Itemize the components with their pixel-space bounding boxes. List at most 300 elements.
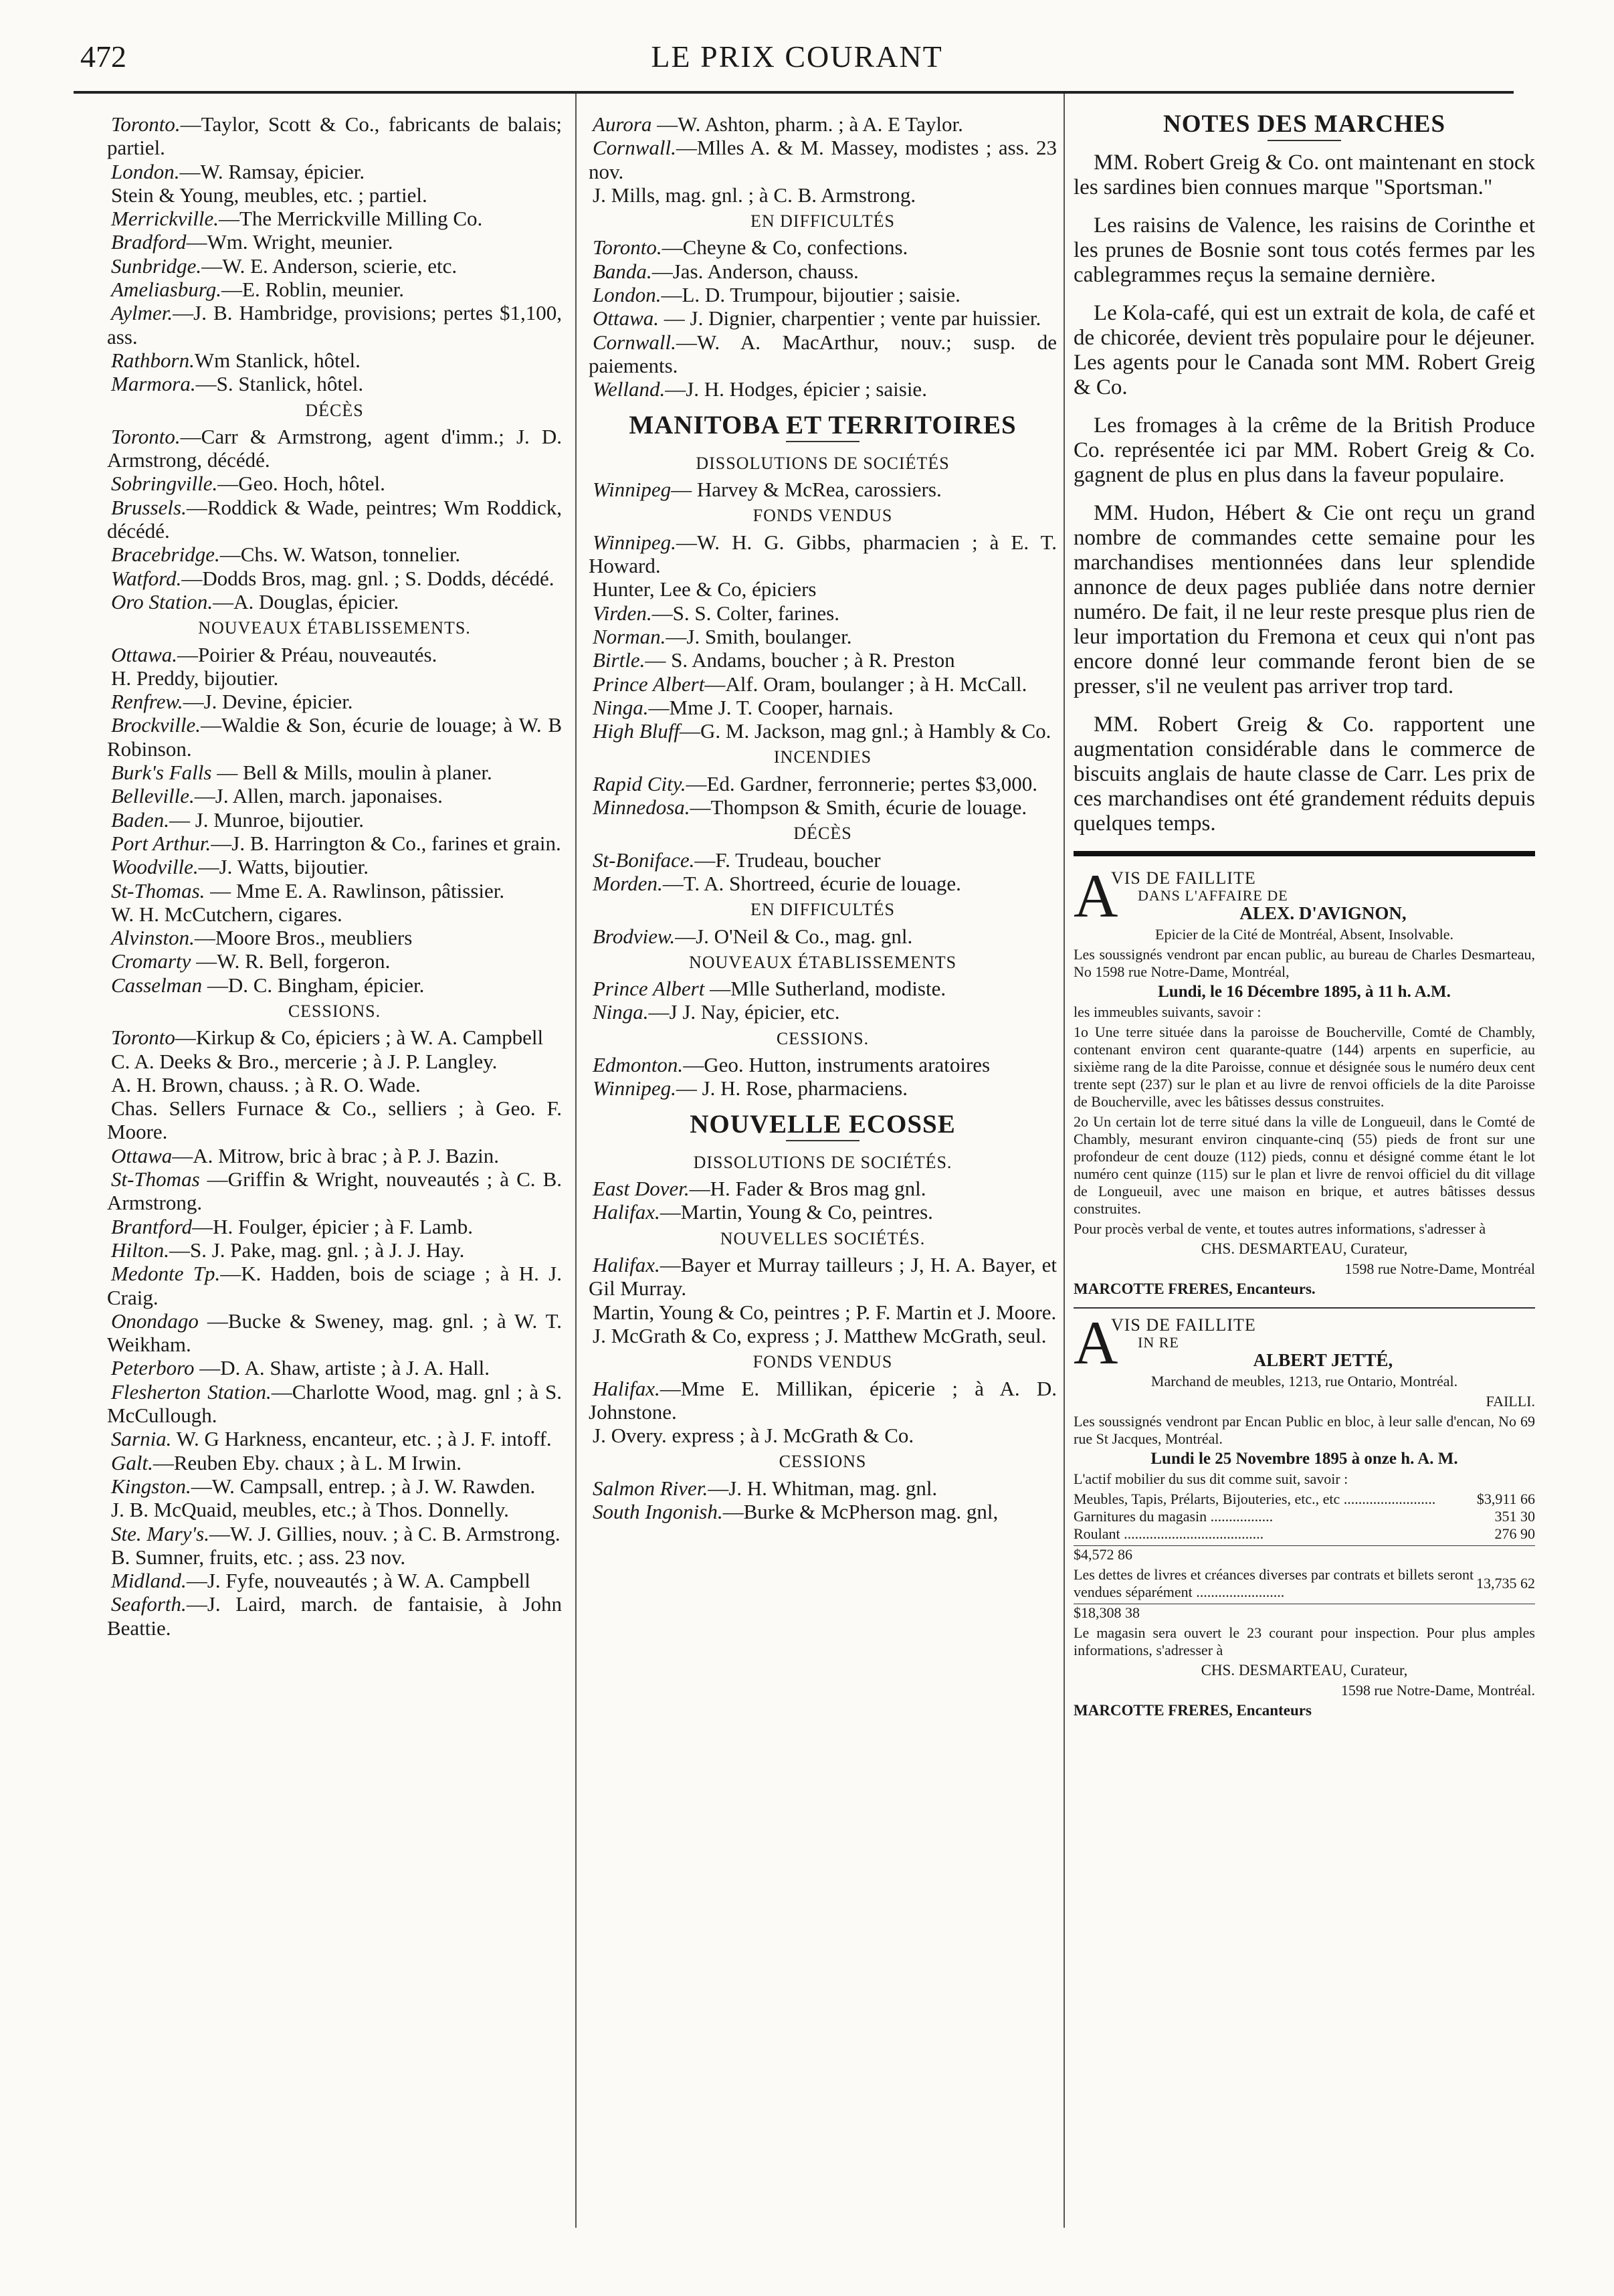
header-rule: [74, 91, 1514, 94]
listing-entry: [589, 1000, 1057, 1024]
notes-paragraph: MM. Robert Greig & Co. ont maintenant en stock les sardines bien connues marque "Sportsman.": [1074, 151, 1535, 200]
listing-entry: [589, 112, 1057, 136]
listing-city: Medonte Tp.: [111, 1262, 221, 1286]
listing-text: —J. H. Whitman, mag. gnl.: [708, 1476, 938, 1500]
listing-entry: [107, 160, 562, 183]
listing-entry: [107, 832, 562, 855]
listing-city: Casselman: [111, 973, 203, 997]
listing-entry: [107, 1026, 562, 1049]
listing-entry: [107, 643, 562, 666]
listing-text: — Bell & Mills, moulin à planer.: [211, 761, 492, 785]
listing-city: Toronto.: [111, 424, 181, 448]
listing-city: Galt.: [111, 1450, 153, 1474]
listing-entry: [589, 377, 1057, 401]
listing-text: —H. Foulger, épicier ; à F. Lamb.: [192, 1214, 473, 1238]
section-subheading: DÉCÈS: [793, 824, 852, 844]
listing-entry: [589, 772, 1057, 795]
listing-entry: [107, 666, 562, 690]
notice-title: VIS DE FAILLITE: [1111, 868, 1256, 888]
listing-text: — S. Andams, boucher ; à R. Preston: [645, 648, 955, 672]
listing-text: —J. Fyfe, nouveautés ; à W. A. Campbell: [186, 1569, 530, 1593]
listing-text: —A. Douglas, épicier.: [213, 589, 399, 613]
listing-entry: [589, 1377, 1057, 1424]
debtor-description: Epicier de la Cité de Montréal, Absent, Insolvable.: [1155, 926, 1453, 943]
listing-text: —J. Allen, march. japonaises.: [194, 784, 443, 808]
listing-entry: [589, 1500, 1057, 1523]
listing-city: Aurora: [593, 112, 652, 136]
listing-entry: [107, 1096, 562, 1144]
publication-title: LE PRIX COURANT: [651, 39, 943, 74]
listing-text: —Moore Bros., meubliers: [194, 926, 413, 950]
listing-text: —W. Campsall, entrep. ; à J. W. Rawden.: [191, 1474, 536, 1498]
section-subheading: DÉCÈS: [305, 400, 364, 420]
listing-text: —Geo. Hoch, hôtel.: [217, 472, 385, 496]
listing-city: Bradford: [111, 230, 187, 254]
property-item: 2o Un certain lot de terre situé dans la ville de Longueuil, dans le Comté de Chambly, mesurant environ cinquante-cinq (55) pieds de front sur une profondeur de cent douze (112) pieds, connu et désigné comme étant le lot numéro cent quinze (115) sur le plan et livre de renvoi officiel du dit village de Longueuil, avec une maison en brique, et autres bâtisses dessus construites.: [1074, 1113, 1535, 1218]
listing-entry: [107, 1073, 562, 1096]
listing-text: —Roddick & Wade, peintres; Wm Roddick, décédé.: [107, 495, 562, 543]
listing-entry: [107, 183, 562, 207]
listing-city: Peterboro: [111, 1356, 195, 1380]
listing-entry: [107, 1569, 562, 1592]
listing-city: Prince Albert: [593, 977, 705, 1001]
listing-text: Wm Stanlick, hôtel.: [194, 348, 361, 372]
listing-city: Brockville.: [111, 713, 201, 737]
listing-entry: [589, 1424, 1057, 1447]
listing-text: B. Sumner, fruits, etc. ; ass. 23 nov.: [111, 1545, 406, 1569]
listing-text: —G. M. Jackson, mag gnl.; à Hambly & Co.: [680, 719, 1051, 743]
listing-entry: [107, 926, 562, 949]
listing-entry: [589, 1200, 1057, 1224]
listing-entry: [107, 207, 562, 230]
listing-city: Winnipeg.: [593, 530, 676, 554]
listing-entry: [107, 855, 562, 878]
listing-text: —S. J. Pake, mag. gnl. ; à J. J. Hay.: [169, 1238, 465, 1262]
listing-text: —Kirkup & Co, épiciers ; à W. A. Campbell: [175, 1026, 544, 1050]
listing-city: Woodville.: [111, 855, 199, 879]
listing-entry: [589, 648, 1057, 672]
listing-city: Cromarty: [111, 949, 191, 973]
listing-text: —J. Laird, march. de fantaisie, à John Beattie.: [107, 1592, 562, 1640]
curator-name: CHS. DESMARTEAU, Curateur,: [1201, 1240, 1408, 1258]
asset-amount: $3,911 66: [1476, 1491, 1535, 1508]
listing-text: —D. C. Bingham, épicier.: [202, 973, 425, 997]
listing-text: W. H. McCutchern, cigares.: [111, 902, 342, 926]
listing-text: J. Mills, mag. gnl. ; à C. B. Armstrong.: [593, 183, 916, 207]
notes-paragraph: Le Kola-café, qui est un extrait de kola, de café et de chicorée, devient très populaire pour le déjeuner. Les agents pour le Canada sont MM. Robert Greig & Co.: [1074, 301, 1535, 400]
section-subheading: EN DIFFICULTÉS: [750, 211, 895, 231]
listing-entry: [107, 1545, 562, 1569]
listing-city: Prince Albert: [593, 672, 705, 696]
listing-text: Stein & Young, meubles, etc. ; partiel.: [111, 183, 427, 207]
listing-entry: [107, 808, 562, 832]
listing-city: Banda.: [593, 259, 652, 283]
listing-entry: [107, 590, 562, 613]
listing-text: — J. Munroe, bijoutier.: [169, 807, 364, 832]
listing-city: Salmon River.: [593, 1476, 708, 1500]
listing-text: —Mme E. Millikan, épicerie ; à A. D. Johnstone.: [589, 1376, 1057, 1424]
listing-entry: [107, 543, 562, 566]
listing-entry: [107, 1215, 562, 1238]
bankruptcy-notice-jette: [1074, 1309, 1535, 1719]
listing-text: —Griffin & Wright, nouveautés ; à C. B. Armstrong.: [107, 1167, 562, 1215]
section-subheading: DISSOLUTIONS DE SOCIÉTÉS: [696, 453, 950, 473]
section-subheading: NOUVELLES SOCIÉTÉS.: [720, 1228, 926, 1248]
table-row: [1074, 1566, 1535, 1601]
listing-text: H. Preddy, bijoutier.: [111, 666, 279, 690]
column-notes-and-notices: [1074, 112, 1535, 1722]
listing-text: —Ed. Gardner, ferronnerie; pertes $3,000.: [686, 771, 1038, 795]
section-subheading: CESSIONS.: [288, 1001, 381, 1021]
listing-entry: [107, 1262, 562, 1309]
listing-entry: [589, 872, 1057, 895]
listing-city: Edmonton.: [593, 1052, 684, 1076]
listing-text: —J. B. Harrington & Co., farines et grain.: [211, 831, 561, 855]
listing-text: —J. Watts, bijoutier.: [198, 855, 369, 879]
notice-subheading: L'actif mobilier du sus dit comme suit, savoir :: [1074, 1470, 1348, 1488]
listing-city: Welland.: [593, 377, 666, 401]
listing-entry: [107, 1238, 562, 1262]
listing-city: Hilton.: [111, 1238, 169, 1262]
listing-entry: [589, 577, 1057, 601]
listing-text: —W. H. G. Gibbs, pharmacien ; à E. T. Howard.: [589, 530, 1057, 578]
listing-entry: [589, 719, 1057, 743]
section-subheading: FONDS VENDUS: [752, 1352, 893, 1372]
listing-text: —Taylor, Scott & Co., fabricants de balais; partiel.: [107, 112, 562, 160]
table-row: [1074, 1491, 1535, 1508]
listing-entry: [589, 330, 1057, 378]
notice-title: VIS DE FAILLITE: [1111, 1315, 1256, 1335]
listing-text: —Bayer et Murray tailleurs ; J, H. A. Bayer, et Gil Murray.: [589, 1253, 1057, 1301]
listing-city: Birtle.: [593, 648, 645, 672]
notice-outro: Pour procès verbal de vente, et toutes autres informations, s'adresser à: [1074, 1220, 1486, 1238]
asset-table: [1074, 1491, 1535, 1543]
listing-entry: [107, 112, 562, 160]
page-header: [80, 39, 1514, 79]
listing-entry: [589, 183, 1057, 207]
sale-date: Lundi, le 16 Décembre 1895, à 11 h. A.M.: [1158, 983, 1451, 1001]
listing-text: —Alf. Oram, boulanger ; à H. McCall.: [704, 672, 1027, 696]
listing-city: Ameliasburg.: [111, 278, 222, 302]
listing-entry: [107, 278, 562, 301]
listing-entry: [589, 795, 1057, 819]
section-subheading: NOUVEAUX ÉTABLISSEMENTS: [688, 952, 957, 972]
notes-paragraph: MM. Robert Greig & Co. rapportent une augmentation considérable dans le commerce de biscuits anglais de haute classe de Carr. Les prix de ces marchandises ont été grandement réduits depuis quelques temps.: [1074, 712, 1535, 836]
listing-text: —S. S. Colter, farines.: [651, 601, 839, 625]
notice-outro: Le magasin sera ouvert le 23 courant pour inspection. Pour plus amples informations, s'adresser à: [1074, 1624, 1535, 1659]
listing-entry: [589, 1324, 1057, 1347]
drop-cap: A: [1074, 862, 1118, 931]
notice-subtitle: IN RE: [1138, 1334, 1179, 1351]
listing-text: —Wm. Wright, meunier.: [186, 230, 393, 254]
listing-city: Ninga.: [593, 695, 649, 719]
column-provincial-listings: [589, 112, 1057, 1523]
listing-city: Ottawa.: [111, 642, 178, 666]
listing-city: Aylmer.: [111, 301, 173, 325]
listing-city: East Dover.: [593, 1177, 690, 1201]
listing-city: Rathborn.: [111, 348, 195, 372]
listing-city: Midland.: [111, 1569, 187, 1593]
notes-paragraph: MM. Hudon, Hébert & Cie ont reçu un grand nombre de commandes cette semaine pour les marchandises mentionnées dans leur splendide annonce de deux pages publiée dans notre dernier numéro. De fait, il ne leur reste presque plus rien de leur importation du Fremona et ceux qui n'ont pas encore donné leur commande feront bien de se presser, s'il ne veulent pas arriver trop tard.: [1074, 501, 1535, 699]
listing-text: — J. Dignier, charpentier ; vente par huissier.: [659, 306, 1041, 330]
listing-text: —W. E. Anderson, scierie, etc.: [201, 254, 458, 278]
listing-entry: [107, 372, 562, 395]
listing-entry: [107, 713, 562, 761]
grand-total: $18,308 38: [1074, 1604, 1535, 1622]
column-divider: [575, 94, 577, 2228]
listing-city: Brantford: [111, 1214, 193, 1238]
listing-text: A. H. Brown, chauss. ; à R. O. Wade.: [111, 1072, 421, 1096]
listing-city: Baden.: [111, 807, 169, 832]
listing-text: Chas. Sellers Furnace & Co., selliers ; à Geo. F. Moore.: [107, 1096, 562, 1144]
bankruptcy-notice-davignon: [1074, 862, 1535, 1298]
listing-city: Bracebridge.: [111, 543, 220, 567]
listing-entry: [107, 902, 562, 926]
listing-text: —Burke & McPherson mag. gnl,: [722, 1500, 999, 1524]
region-heading: NOUVELLE ECOSSE: [589, 1113, 1057, 1141]
section-subheading: CESSIONS.: [776, 1028, 870, 1048]
listing-city: London.: [111, 159, 180, 183]
debts-table: [1074, 1566, 1535, 1601]
listing-entry: [589, 1053, 1057, 1076]
listing-city: Cornwall.: [593, 136, 676, 160]
listing-text: —Martin, Young & Co, peintres.: [660, 1200, 933, 1224]
listing-text: —Poirier & Préau, nouveautés.: [177, 642, 437, 666]
listing-entry: [107, 973, 562, 997]
listing-city: Ottawa: [111, 1143, 173, 1167]
listing-city: Winnipeg.: [593, 1076, 676, 1101]
listing-entry: [589, 531, 1057, 578]
debts-label: Les dettes de livres et créances diverses par contrats et billets seront vendues séparément ........................: [1074, 1566, 1474, 1601]
listing-text: —The Merrickville Milling Co.: [218, 207, 483, 231]
listing-text: —Cheyne & Co, confections.: [662, 235, 908, 260]
listing-text: —Dodds Bros, mag. gnl. ; S. Dodds, décédé.: [181, 566, 554, 590]
property-item: 1o Une terre située dans la paroisse de Boucherville, Comté de Chambly, contenant environ cent quarante-quatre (144) arpents en superficie, au sixième rang de la dite Paroisse, connue et désignée sous le numéro deux cent trente sept (237) sur le plan et au livre de renvoi officiels de la dite Paroisse de Boucherville, avec les bâtisses dessus construites.: [1074, 1024, 1535, 1111]
listing-entry: [107, 1050, 562, 1073]
listing-entry: [107, 761, 562, 784]
listing-text: —A. Mitrow, bric à brac ; à P. J. Bazin.: [172, 1143, 500, 1167]
notes-paragraph: Les fromages à la crême de la British Produce Co. représentée ici par MM. Robert Greig & Co. gagnent de plus en plus dans la faveur populaire.: [1074, 413, 1535, 488]
table-row: [1074, 1525, 1535, 1543]
listing-text: —Mlles A. & M. Massey, modistes ; ass. 23 nov.: [589, 136, 1057, 183]
listing-entry: [107, 425, 562, 472]
listing-entry: [107, 254, 562, 278]
listing-entry: [107, 472, 562, 495]
listing-entry: [107, 1356, 562, 1379]
region-heading: MANITOBA ET TERRITOIRES: [589, 413, 1057, 442]
listing-city: Kingston.: [111, 1474, 191, 1498]
listing-entry: [107, 349, 562, 372]
column-divider: [1064, 94, 1065, 2228]
listing-entry: [589, 925, 1057, 948]
listing-text: —D. A. Shaw, artiste ; à J. A. Hall.: [194, 1356, 490, 1380]
listing-text: —Reuben Eby. chaux ; à L. M Irwin.: [153, 1450, 462, 1474]
asset-label: Garnitures du magasin .................: [1074, 1508, 1274, 1525]
listing-text: —J. Smith, boulanger.: [666, 624, 852, 648]
listing-text: W. G Harkness, encanteur, etc. ; à J. F. intoff.: [171, 1427, 552, 1451]
page-number: 472: [80, 39, 126, 74]
listing-text: J. B. McQuaid, meubles, etc.; à Thos. Donnelly.: [111, 1498, 509, 1522]
notice-heading: [1074, 862, 1535, 931]
listing-entry: [589, 977, 1057, 1000]
notes-paragraph: Les raisins de Valence, les raisins de Corinthe et les prunes de Bosnie sont tous cotés fermes par les cablegrammes reçus la semaine dernière.: [1074, 213, 1535, 288]
listing-city: Renfrew.: [111, 690, 183, 714]
listing-entry: [589, 696, 1057, 719]
listing-entry: [589, 601, 1057, 625]
listing-city: Alvinston.: [111, 926, 195, 950]
listing-text: C. A. Deeks & Bro., mercerie ; à J. P. Langley.: [111, 1049, 498, 1073]
listing-entry: [107, 1592, 562, 1640]
listing-text: —Mlle Sutherland, modiste.: [704, 977, 946, 1001]
notice-intro: Les soussignés vendront par Encan Public en bloc, à leur salle d'encan, No 69 rue St Jacques, Montréal.: [1074, 1413, 1535, 1448]
table-row: [1074, 1508, 1535, 1525]
listing-entry: [107, 1451, 562, 1474]
listing-text: —W. Ashton, pharm. ; à A. E Taylor.: [651, 112, 963, 136]
curator-name: CHS. DESMARTEAU, Curateur,: [1201, 1662, 1408, 1679]
listing-text: — Mme E. A. Rawlinson, pâtissier.: [205, 878, 505, 902]
listing-city: Toronto.: [593, 235, 662, 260]
listing-text: — Harvey & McRea, carossiers.: [671, 478, 942, 502]
listing-city: Port Arthur.: [111, 831, 211, 855]
debtor-name: ALEX. D'AVIGNON,: [1239, 903, 1407, 924]
listing-text: —Thompson & Smith, écurie de louage.: [690, 795, 1027, 820]
listing-text: —J. B. Hambridge, provisions; pertes $1,100, ass.: [107, 301, 562, 349]
listing-city: Ottawa.: [593, 306, 660, 330]
listing-text: —J. O'Neil & Co., mag. gnl.: [675, 924, 913, 948]
drop-cap: A: [1074, 1309, 1118, 1377]
listing-city: Sarnia.: [111, 1427, 172, 1451]
listing-entry: [589, 136, 1057, 183]
notice-heading: [1074, 1309, 1535, 1377]
listing-city: Brodview.: [593, 924, 676, 948]
listing-entry: [589, 235, 1057, 259]
notice-intro: Les soussignés vendront par encan public, au bureau de Charles Desmarteau, No 1598 rue Notre-Dame, Montréal,: [1074, 946, 1535, 981]
listing-entry: [589, 1076, 1057, 1100]
listing-text: —W. A. MacArthur, nouv.; susp. de paiements.: [589, 330, 1057, 377]
listing-entry: [107, 1498, 562, 1521]
listing-entry: [589, 306, 1057, 330]
listing-city: Oro Station.: [111, 589, 213, 613]
listing-text: —H. Fader & Bros mag gnl.: [689, 1177, 926, 1201]
debtor-name: ALBERT JETTÉ,: [1253, 1350, 1393, 1371]
listing-entry: [107, 496, 562, 543]
listing-city: Sobringville.: [111, 472, 218, 496]
listing-entry: [107, 1144, 562, 1167]
notes-title: NOTES DES MARCHES: [1074, 112, 1535, 141]
listing-text: —K. Hadden, bois de sciage ; à H. J. Craig.: [107, 1262, 562, 1309]
debtor-description: Marchand de meubles, 1213, rue Ontario, Montréal.: [1150, 1373, 1458, 1390]
listing-text: —E. Roblin, meunier.: [221, 278, 404, 302]
listing-text: —L. D. Trumpour, bijoutier ; saisie.: [661, 283, 961, 307]
listing-city: Brussels.: [111, 495, 187, 519]
auctioneer-name: MARCOTTE FRERES, Encanteurs: [1074, 1702, 1312, 1719]
listing-city: South Ingonish.: [593, 1500, 723, 1524]
section-rule: [1074, 1307, 1535, 1309]
listing-text: —Waldie & Son, écurie de louage; à W. B Robinson.: [107, 713, 562, 761]
asset-label: Roulant ......................................: [1074, 1525, 1264, 1543]
listing-entry: [589, 625, 1057, 648]
listing-entry: [589, 1301, 1057, 1324]
listing-entry: [589, 672, 1057, 696]
listing-text: —S. Stanlick, hôtel.: [195, 372, 364, 396]
listing-entry: [107, 1522, 562, 1545]
section-subheading: DISSOLUTIONS DE SOCIÉTÉS.: [693, 1152, 952, 1172]
listing-text: —Chs. W. Watson, tonnelier.: [219, 543, 461, 567]
listing-city: Watford.: [111, 566, 182, 590]
listing-text: —J. Devine, épicier.: [183, 690, 353, 714]
listing-city: St-Thomas: [111, 1167, 200, 1191]
listing-entry: [107, 1380, 562, 1428]
listing-entry: [107, 1474, 562, 1498]
listing-entry: [589, 848, 1057, 872]
subtotal: $4,572 86: [1074, 1545, 1535, 1563]
listing-city: St-Boniface.: [593, 848, 695, 872]
listing-text: Hunter, Lee & Co, épiciers: [593, 577, 817, 601]
listing-city: Halifax.: [593, 1253, 660, 1277]
notice-subtitle: DANS L'AFFAIRE DE: [1138, 887, 1288, 904]
section-subheading: FONDS VENDUS: [752, 506, 893, 526]
section-subheading: NOUVEAUX ÉTABLISSEMENTS.: [198, 618, 471, 638]
listing-city: Halifax.: [593, 1376, 660, 1400]
listing-entry: [589, 478, 1057, 501]
listing-text: —Carr & Armstrong, agent d'imm.; J. D. Armstrong, décédé.: [107, 424, 562, 472]
column-ontario-listings: [107, 112, 562, 1640]
listing-city: Cornwall.: [593, 330, 676, 354]
listing-text: —J. H. Hodges, épicier ; saisie.: [665, 377, 927, 401]
failli-label: FAILLI.: [1486, 1393, 1535, 1410]
asset-amount: 276 90: [1494, 1525, 1535, 1543]
asset-amount: 351 30: [1494, 1508, 1535, 1525]
auctioneer-name: MARCOTTE FRERES, Encanteurs.: [1074, 1280, 1316, 1298]
curator-address: 1598 rue Notre-Dame, Montréal.: [1340, 1682, 1535, 1699]
listing-text: —Bucke & Sweney, mag. gnl. ; à W. T. Weikham.: [107, 1309, 562, 1357]
notice-subheading: les immeubles suivants, savoir :: [1074, 1003, 1262, 1021]
listing-city: Merrickville.: [111, 207, 219, 231]
listing-city: Toronto: [111, 1026, 175, 1050]
listing-entry: [107, 784, 562, 807]
listing-entry: [107, 879, 562, 902]
listing-entry: [107, 690, 562, 713]
listing-text: —W. J. Gillies, nouv. ; à C. B. Armstrong.: [209, 1521, 561, 1545]
listing-city: Sunbridge.: [111, 254, 202, 278]
listing-city: Marmora.: [111, 372, 196, 396]
listing-entry: [107, 567, 562, 590]
listing-entry: [589, 260, 1057, 283]
listing-city: St-Thomas.: [111, 878, 205, 902]
asset-label: Meubles, Tapis, Prélarts, Bijouteries, etc., etc .........................: [1074, 1491, 1436, 1508]
listing-text: —W. Ramsay, épicier.: [179, 159, 365, 183]
listing-entry: [589, 1476, 1057, 1500]
listing-city: Rapid City.: [593, 771, 686, 795]
listing-city: Virden.: [593, 601, 652, 625]
listing-city: Onondago: [111, 1309, 199, 1333]
listing-entry: [589, 283, 1057, 306]
listing-city: London.: [593, 283, 662, 307]
listing-city: Belleville.: [111, 784, 195, 808]
listing-entry: [589, 1177, 1057, 1200]
listing-city: Winnipeg: [593, 478, 672, 502]
listing-text: J. McGrath & Co, express ; J. Matthew McGrath, seul.: [593, 1323, 1047, 1347]
listing-city: Halifax.: [593, 1200, 660, 1224]
section-rule: [1074, 851, 1535, 856]
listing-city: Ste. Mary's.: [111, 1521, 209, 1545]
section-subheading: CESSIONS: [779, 1452, 867, 1472]
listing-text: —F. Trudeau, boucher: [694, 848, 881, 872]
listing-text: —Mme J. T. Cooper, harnais.: [648, 695, 894, 719]
listing-entry: [589, 1253, 1057, 1301]
listing-city: Toronto.: [111, 112, 181, 136]
listing-text: —Charlotte Wood, mag. gnl ; à S. McCullough.: [107, 1379, 562, 1428]
